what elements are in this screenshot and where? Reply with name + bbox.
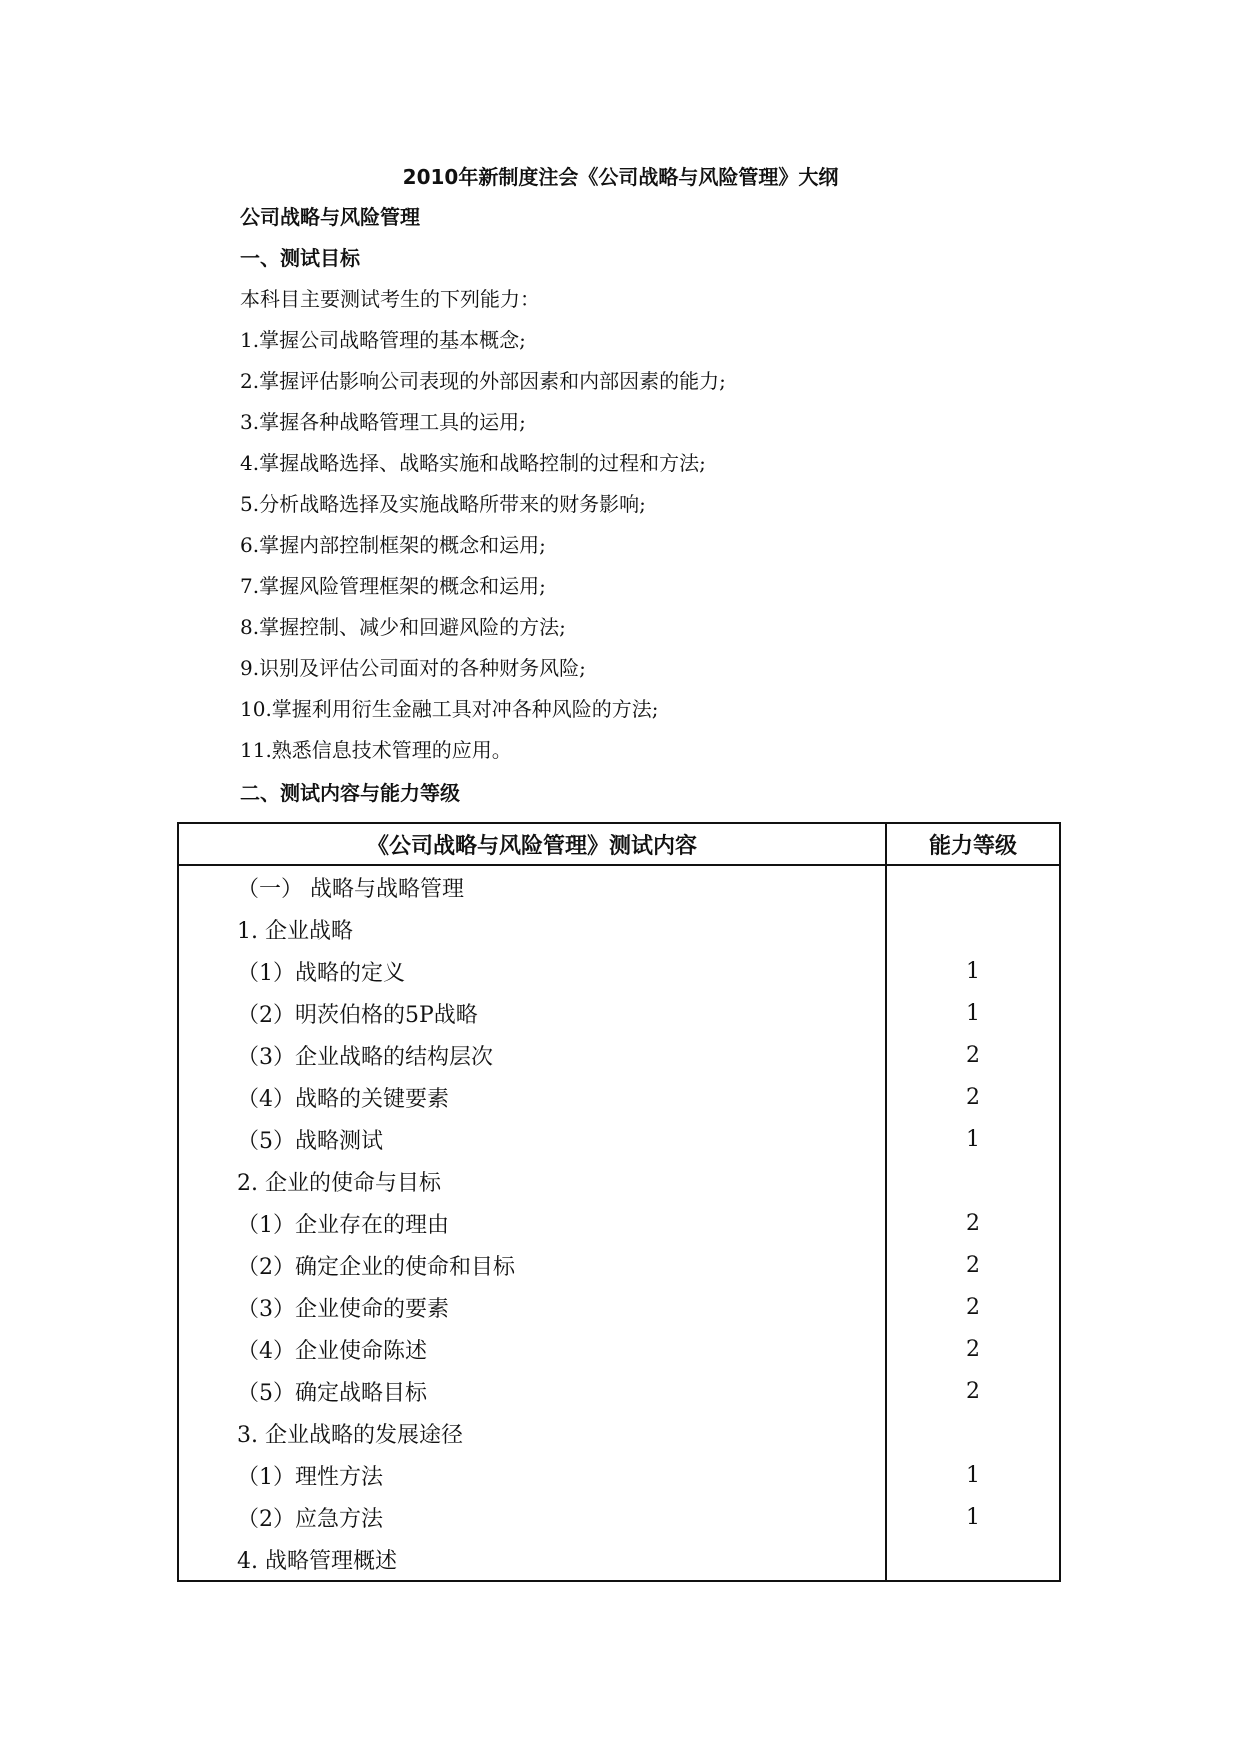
row-content: 4. 战略管理概述 xyxy=(178,1538,886,1581)
row-level: 2 xyxy=(886,1286,1060,1328)
row-level: 2 xyxy=(886,1370,1060,1412)
table-row xyxy=(178,1328,1060,1370)
row-content: 2. 企业的使命与目标 xyxy=(178,1160,886,1202)
row-level: 2 xyxy=(886,1328,1060,1370)
objective-item: 5.分析战略选择及实施战略所带来的财务影响; xyxy=(240,492,646,516)
row-level: 1 xyxy=(886,950,1060,992)
table-row xyxy=(178,1412,1060,1454)
row-content: （1）战略的定义 xyxy=(178,950,886,992)
row-content: （3）企业战略的结构层次 xyxy=(178,1034,886,1076)
header-level: 能力等级 xyxy=(886,823,1060,865)
row-level: 1 xyxy=(886,1454,1060,1496)
table-row xyxy=(178,1286,1060,1328)
table-row xyxy=(178,908,1060,950)
table-row xyxy=(178,1370,1060,1412)
row-level: 1 xyxy=(886,992,1060,1034)
table-row xyxy=(178,1202,1060,1244)
table-row xyxy=(178,1160,1060,1202)
row-content: （一） 战略与战略管理 xyxy=(178,865,886,908)
row-content: （1）理性方法 xyxy=(178,1454,886,1496)
objective-item: 1.掌握公司战略管理的基本概念; xyxy=(240,328,526,352)
row-level: 2 xyxy=(886,1202,1060,1244)
row-content: （3）企业使命的要素 xyxy=(178,1286,886,1328)
row-level xyxy=(886,1160,1060,1202)
row-content: （2）确定企业的使命和目标 xyxy=(178,1244,886,1286)
row-content: （2）应急方法 xyxy=(178,1496,886,1538)
row-level: 2 xyxy=(886,1034,1060,1076)
row-level: 1 xyxy=(886,1118,1060,1160)
objective-item: 11.熟悉信息技术管理的应用。 xyxy=(240,738,512,762)
table-row xyxy=(178,1034,1060,1076)
objective-item: 7.掌握风险管理框架的概念和运用; xyxy=(240,574,546,598)
row-content: （2）明茨伯格的5P战略 xyxy=(178,992,886,1034)
row-level: 2 xyxy=(886,1076,1060,1118)
row-level xyxy=(886,1538,1060,1581)
section1-heading: 一、测试目标 xyxy=(240,246,360,270)
row-content: （4）企业使命陈述 xyxy=(178,1328,886,1370)
table-row xyxy=(178,950,1060,992)
row-level xyxy=(886,865,1060,908)
subject-heading: 公司战略与风险管理 xyxy=(240,205,420,229)
objective-item: 8.掌握控制、减少和回避风险的方法; xyxy=(240,615,566,639)
row-level xyxy=(886,1412,1060,1454)
table-row xyxy=(178,1496,1060,1538)
table-row xyxy=(178,1076,1060,1118)
table-row xyxy=(178,992,1060,1034)
row-content: 1. 企业战略 xyxy=(178,908,886,950)
objective-item: 3.掌握各种战略管理工具的运用; xyxy=(240,410,526,434)
row-content: （5）确定战略目标 xyxy=(178,1370,886,1412)
header-content: 《公司战略与风险管理》测试内容 xyxy=(178,823,886,865)
objective-item: 9.识别及评估公司面对的各种财务风险; xyxy=(240,656,586,680)
section2-heading: 二、测试内容与能力等级 xyxy=(240,781,460,805)
table-row xyxy=(178,1538,1060,1581)
intro-text: 本科目主要测试考生的下列能力： xyxy=(240,287,540,311)
row-content: 3. 企业战略的发展途径 xyxy=(178,1412,886,1454)
row-content: （4）战略的关键要素 xyxy=(178,1076,886,1118)
objective-item: 6.掌握内部控制框架的概念和运用; xyxy=(240,533,546,557)
row-level xyxy=(886,908,1060,950)
objective-item: 10.掌握利用衍生金融工具对冲各种风险的方法; xyxy=(240,697,659,721)
table-row xyxy=(178,865,1060,908)
objective-item: 2.掌握评估影响公司表现的外部因素和内部因素的能力; xyxy=(240,369,726,393)
table-header-row xyxy=(178,823,1060,865)
row-content: （5）战略测试 xyxy=(178,1118,886,1160)
row-level: 2 xyxy=(886,1244,1060,1286)
table-row xyxy=(178,1244,1060,1286)
syllabus-table xyxy=(177,822,1061,1582)
row-content: （1）企业存在的理由 xyxy=(178,1202,886,1244)
objective-item: 4.掌握战略选择、战略实施和战略控制的过程和方法; xyxy=(240,451,706,475)
table-row xyxy=(178,1118,1060,1160)
document-title: 2010年新制度注会《公司战略与风险管理》大纲 xyxy=(402,165,839,189)
table-row xyxy=(178,1454,1060,1496)
row-level: 1 xyxy=(886,1496,1060,1538)
